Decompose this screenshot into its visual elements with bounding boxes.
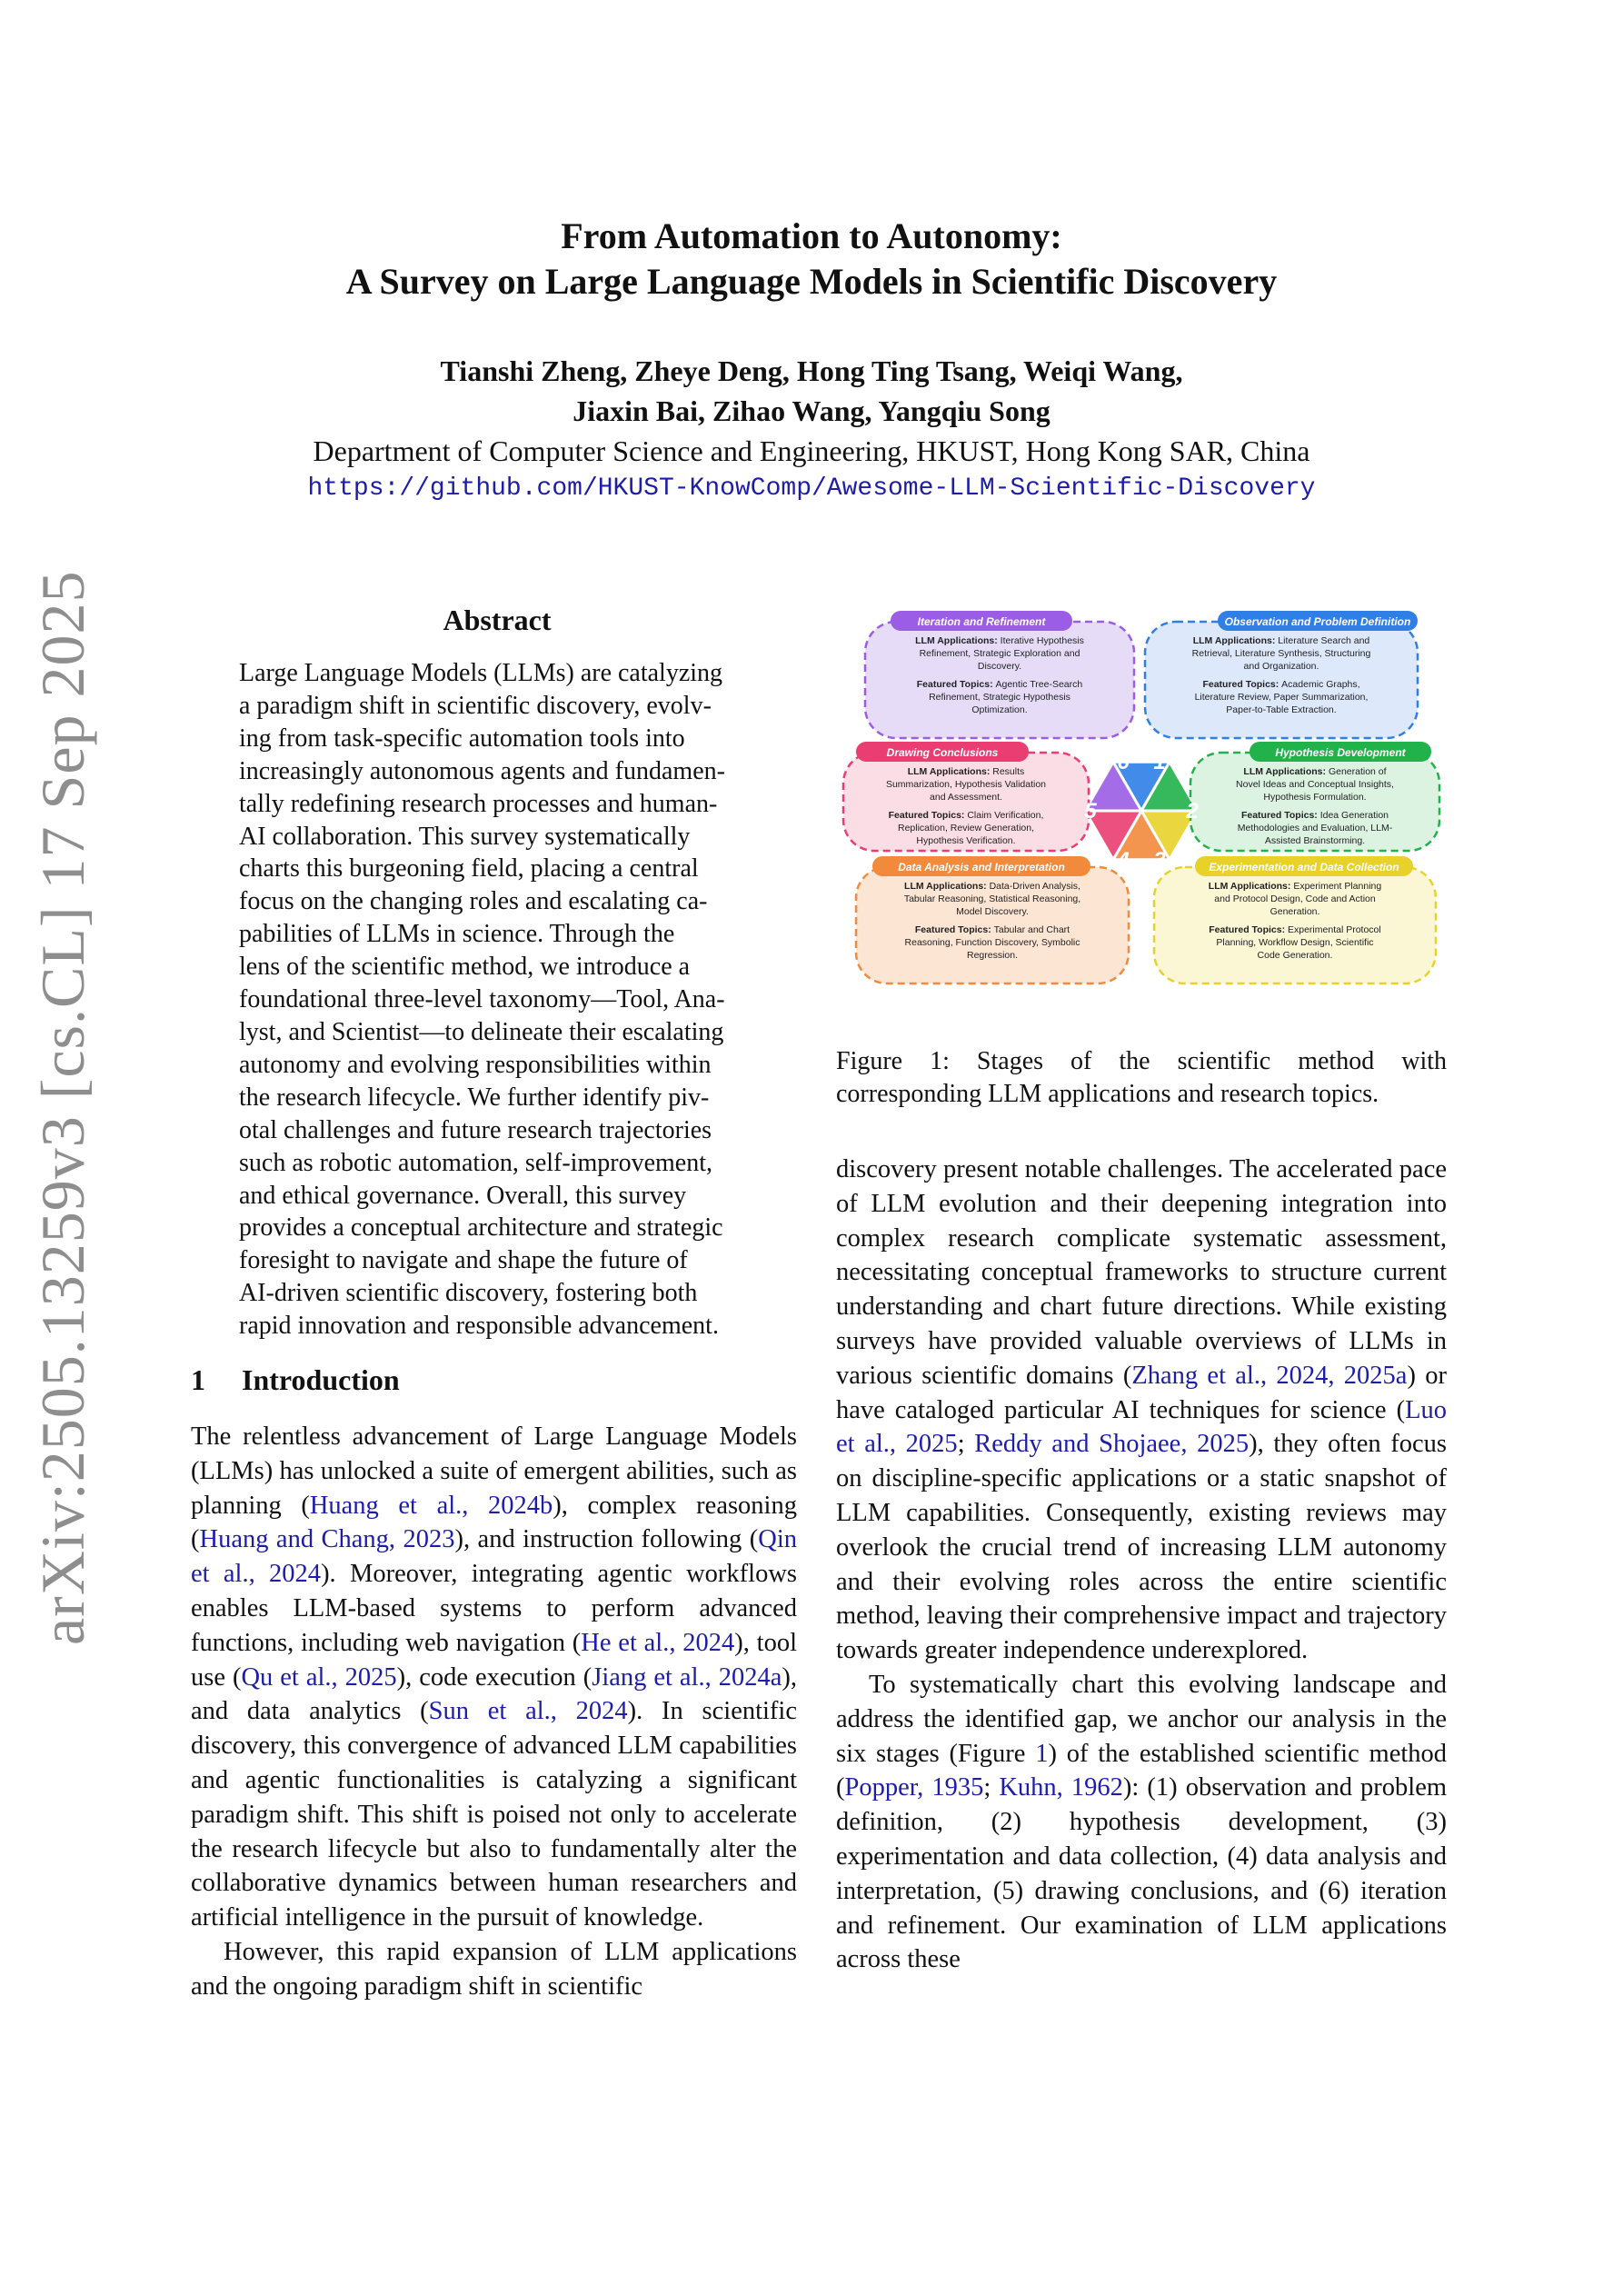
abstract-line: pabilities of LLMs in science. Through the [239,920,675,949]
citation-link[interactable]: Luo et al., 2025 [836,1395,1447,1459]
stage-topics-text-1: Featured Topics: Academic Graphs, [1202,679,1360,690]
authors-line-2: Jiaxin Bai, Zihao Wang, Yangqiu Song [573,394,1050,427]
stage-topics-text-5: Hypothesis Verification. [916,835,1016,846]
stage-apps-text-6: LLM Applications: Iterative Hypothesis [915,635,1084,646]
stage-apps-text-6: Refinement, Strategic Exploration and [919,648,1080,659]
stage-topics-text-6: Refinement, Strategic Hypothesis [929,692,1070,703]
citation-link[interactable]: Qu et al., 2025 [241,1662,397,1692]
intro-paragraph-4: To systematically chart this evolving landscape and address the identified gap, we anchor our analysis in the six stages (Figure 1) of the established scientific method (Popper, 1935; Kuhn, 1962): (1) observation and problem definition, (2) hypothesis development, (3) experimentation and data collection, (4) data analysis and interpretation, (5) drawing conclusions, and (6) iteration and refinement. Our examination of LLM applications across these [836,1670,1448,1974]
abstract-line: the research lifecycle. We further identify piv- [239,1083,710,1112]
stage-topics-text-3: Featured Topics: Experimental Protocol [1209,924,1381,935]
apps-label: LLM Applications: [1208,881,1294,892]
stage-title-1: Observation and Problem Definition [1224,615,1411,628]
abstract-line: such as robotic automation, self-improvement, [239,1148,712,1177]
stage-number-2: 2 [1186,799,1199,824]
stage-apps-text-1: Retrieval, Literature Synthesis, Structuring [1191,648,1371,659]
stage-title-6: Iteration and Refinement [917,615,1046,628]
abstract-line: focus on the changing roles and escalating ca- [239,887,708,916]
stage-number-5: 5 [1084,799,1097,824]
abstract-body [239,657,753,1343]
stage-title-5: Drawing Conclusions [886,746,999,759]
abstract-line: ing from task-specific automation tools into [239,724,685,753]
stage-topics-text-1: Literature Review, Paper Summarization, [1194,692,1369,703]
figure-1-scientific-method-stages [836,600,1447,1022]
abstract-line: Large Language Models (LLMs) are catalyzing [239,659,723,687]
stage-apps-text-4: Model Discovery. [956,906,1029,917]
apps-label: LLM Applications: [907,766,993,777]
stage-topics-text-5: Featured Topics: Claim Verification, [888,810,1044,821]
stage-apps-text-4: LLM Applications: Data-Driven Analysis, [904,881,1080,892]
citation-link[interactable]: Qin et al., 2024 [191,1525,797,1589]
topics-label: Featured Topics: [1209,924,1289,935]
stage-apps-text-4: Tabular Reasoning, Statistical Reasoning, [903,893,1081,904]
repository-link[interactable]: https://github.com/HKUST-KnowComp/Awesome-LLM-Scientific-Discovery [307,474,1316,503]
stage-number-3: 3 [1153,848,1166,873]
stage-apps-text-5: LLM Applications: Results [907,766,1025,777]
stage-number-6: 6 [1117,750,1130,774]
citation-link[interactable]: Sun et al., 2024 [428,1697,628,1726]
abstract-line: autonomy and evolving responsibilities within [239,1050,712,1079]
apps-label: LLM Applications: [1243,766,1329,777]
abstract-line: foresight to navigate and shape the future of [239,1246,688,1275]
stage-topics-text-3: Planning, Workflow Design, Scientific [1216,937,1374,948]
stage-apps-text-2: LLM Applications: Generation of [1243,766,1387,777]
citation-link[interactable]: Zhang et al., 2024, 2025a [1131,1361,1408,1390]
authors-line-1: Tianshi Zheng, Zheye Deng, Hong Ting Tsang, Weiqi Wang, [440,354,1183,387]
stage-number-1: 1 [1153,750,1166,774]
stage-topics-text-2: Featured Topics: Idea Generation [1240,810,1389,821]
citation-link[interactable]: Kuhn, 1962 [999,1773,1123,1802]
right-column-body [836,1153,1447,1977]
abstract-line: rapid innovation and responsible advancement. [239,1312,719,1341]
stage-topics-text-2: Assisted Brainstorming. [1264,835,1366,846]
section-heading-introduction [191,1363,400,1397]
abstract-line: foundational three-level taxonomy—Tool, Ana- [239,985,725,1014]
arxiv-identifier: arXiv:2505.13259v3 [cs.CL] 17 Sep 2025 [28,570,97,1645]
stage-number-4: 4 [1117,848,1130,873]
abstract-heading: Abstract [443,604,552,636]
abstract-line: and ethical governance. Overall, this survey [239,1181,687,1210]
apps-label: LLM Applications: [1192,635,1279,646]
abstract-line: AI-driven scientific discovery, fostering both [239,1279,698,1308]
stage-apps-text-3: LLM Applications: Experiment Planning [1208,881,1382,892]
stage-apps-text-2: Novel Ideas and Conceptual Insights, [1236,779,1394,790]
topics-label: Featured Topics: [888,810,968,821]
citation-link[interactable]: Jiang et al., 2024a [592,1662,782,1692]
affiliation: Department of Computer Science and Engineering, HKUST, Hong Kong SAR, China [313,434,1310,467]
stage-apps-text-5: and Assessment. [930,792,1002,803]
intro-paragraph-2: However, this rapid expansion of LLM applications and the ongoing paradigm shift in scientific [191,1937,797,2001]
abstract-line: otal challenges and future research trajectories [239,1115,712,1144]
stage-apps-text-1: LLM Applications: Literature Search and [1192,635,1370,646]
stage-title-3: Experimentation and Data Collection [1209,861,1399,873]
left-column-body [191,1420,797,2004]
stage-topics-text-1: Paper-to-Table Extraction. [1226,704,1337,715]
abstract-line: tally redefining research processes and human- [239,789,718,818]
abstract-line: provides a conceptual architecture and strategic [239,1213,723,1243]
paper-title-line-1: From Automation to Autonomy: [561,215,1062,256]
figure-1-diagram [836,600,1447,1022]
stage-apps-text-3: and Protocol Design, Code and Action [1214,893,1376,904]
citation-link[interactable]: Huang and Chang, 2023 [199,1525,455,1554]
citation-link[interactable]: He et al., 2024 [581,1628,735,1657]
intro-paragraph-1: The relentless advancement of Large Language Models (LLMs) has unlocked a suite of emergent abilities, such as planning (Huang et al., 2024b), complex reasoning (Huang and Chang, 2023), and instruction following (Qin et al., 2024). Moreover, integrating agentic workflows enables LLM-based systems to perform advanced functions, including web navigation (He et al., 2024), tool use (Qu et al., 2025), code execution (Jiang et al., 2024a), and data analytics (Sun et al., 2024). In scientific discovery, this convergence of advanced LLM capabilities and agentic functionalities is catalyzing a significant paradigm shift. This shift is poised not only to accelerate the research lifecycle but also to fundamentally alter the collaborative dynamics between human researchers and artificial intelligence in the pursuit of knowledge. [191,1423,798,1932]
stage-topics-text-6: Featured Topics: Agentic Tree-Search [916,679,1083,690]
stage-apps-text-6: Discovery. [977,661,1022,672]
stage-topics-text-5: Replication, Review Generation, [898,823,1034,834]
stage-title-4: Data Analysis and Interpretation [898,861,1065,873]
figure-reference-link[interactable]: 1 [1035,1739,1049,1768]
stage-topics-text-4: Featured Topics: Tabular and Chart [914,924,1070,935]
stage-apps-text-5: Summarization, Hypothesis Validation [885,779,1047,790]
stage-apps-text-2: Hypothesis Formulation. [1263,792,1367,803]
paper-title-line-2: A Survey on Large Language Models in Scientific Discovery [345,261,1278,302]
abstract-line: AI collaboration. This survey systematically [239,822,691,851]
apps-label: LLM Applications: [904,881,990,892]
citation-link[interactable]: Huang et al., 2024b [309,1491,553,1520]
abstract-line: increasingly autonomous agents and fundamen- [239,756,725,785]
stage-apps-text-1: and Organization. [1243,661,1319,672]
topics-label: Featured Topics: [914,924,994,935]
abstract-line: charts this burgeoning field, placing a central [239,854,699,883]
section-title: Introduction [242,1363,400,1396]
topics-label: Featured Topics: [1202,679,1282,690]
section-number: 1 [191,1363,205,1396]
figure-1-caption: Figure 1: Stages of the scientific method with corresponding LLM applications and research topics. [836,1047,1447,1108]
topics-label: Featured Topics: [916,679,996,690]
stage-topics-text-4: Regression. [966,950,1019,961]
stage-apps-text-3: Generation. [1270,906,1320,917]
stage-topics-text-4: Reasoning, Function Discovery, Symbolic [904,937,1080,948]
abstract-line: a paradigm shift in scientific discovery, evolv- [239,691,712,720]
stage-topics-text-6: Optimization. [971,704,1028,715]
topics-label: Featured Topics: [1240,810,1320,821]
citation-link[interactable]: Popper, 1935 [844,1773,984,1802]
apps-label: LLM Applications: [915,635,1001,646]
abstract-line: lyst, and Scientist—to delineate their escalating [239,1017,724,1046]
citation-link[interactable]: Reddy and Shojaee, 2025 [974,1430,1250,1459]
intro-paragraph-3: discovery present notable challenges. The accelerated pace of LLM evolution and their deepening integration into complex research complicate systematic assessment, necessitating conceptual frameworks to structure current understanding and chart future directions. While existing surveys have provided valuable overviews of LLMs in various scientific domains (Zhang et al., 2024, 2025a) or have cataloged particular AI techniques for science (Luo et al., 2025; Reddy and Shojaee, 2025), they often focus on discipline-specific applications or a static snapshot of LLM capabilities. Consequently, existing reviews may overlook the crucial trend of increasing LLM autonomy and their evolving roles across the entire scientific method, leaving their comprehensive impact and trajectory towards greater independence underexplored. [836,1155,1447,1665]
stage-topics-text-3: Code Generation. [1257,950,1333,961]
stage-title-2: Hypothesis Development [1275,746,1406,759]
abstract-line: lens of the scientific method, we introduce a [239,953,691,982]
stage-topics-text-2: Methodologies and Evaluation, LLM- [1237,823,1393,834]
